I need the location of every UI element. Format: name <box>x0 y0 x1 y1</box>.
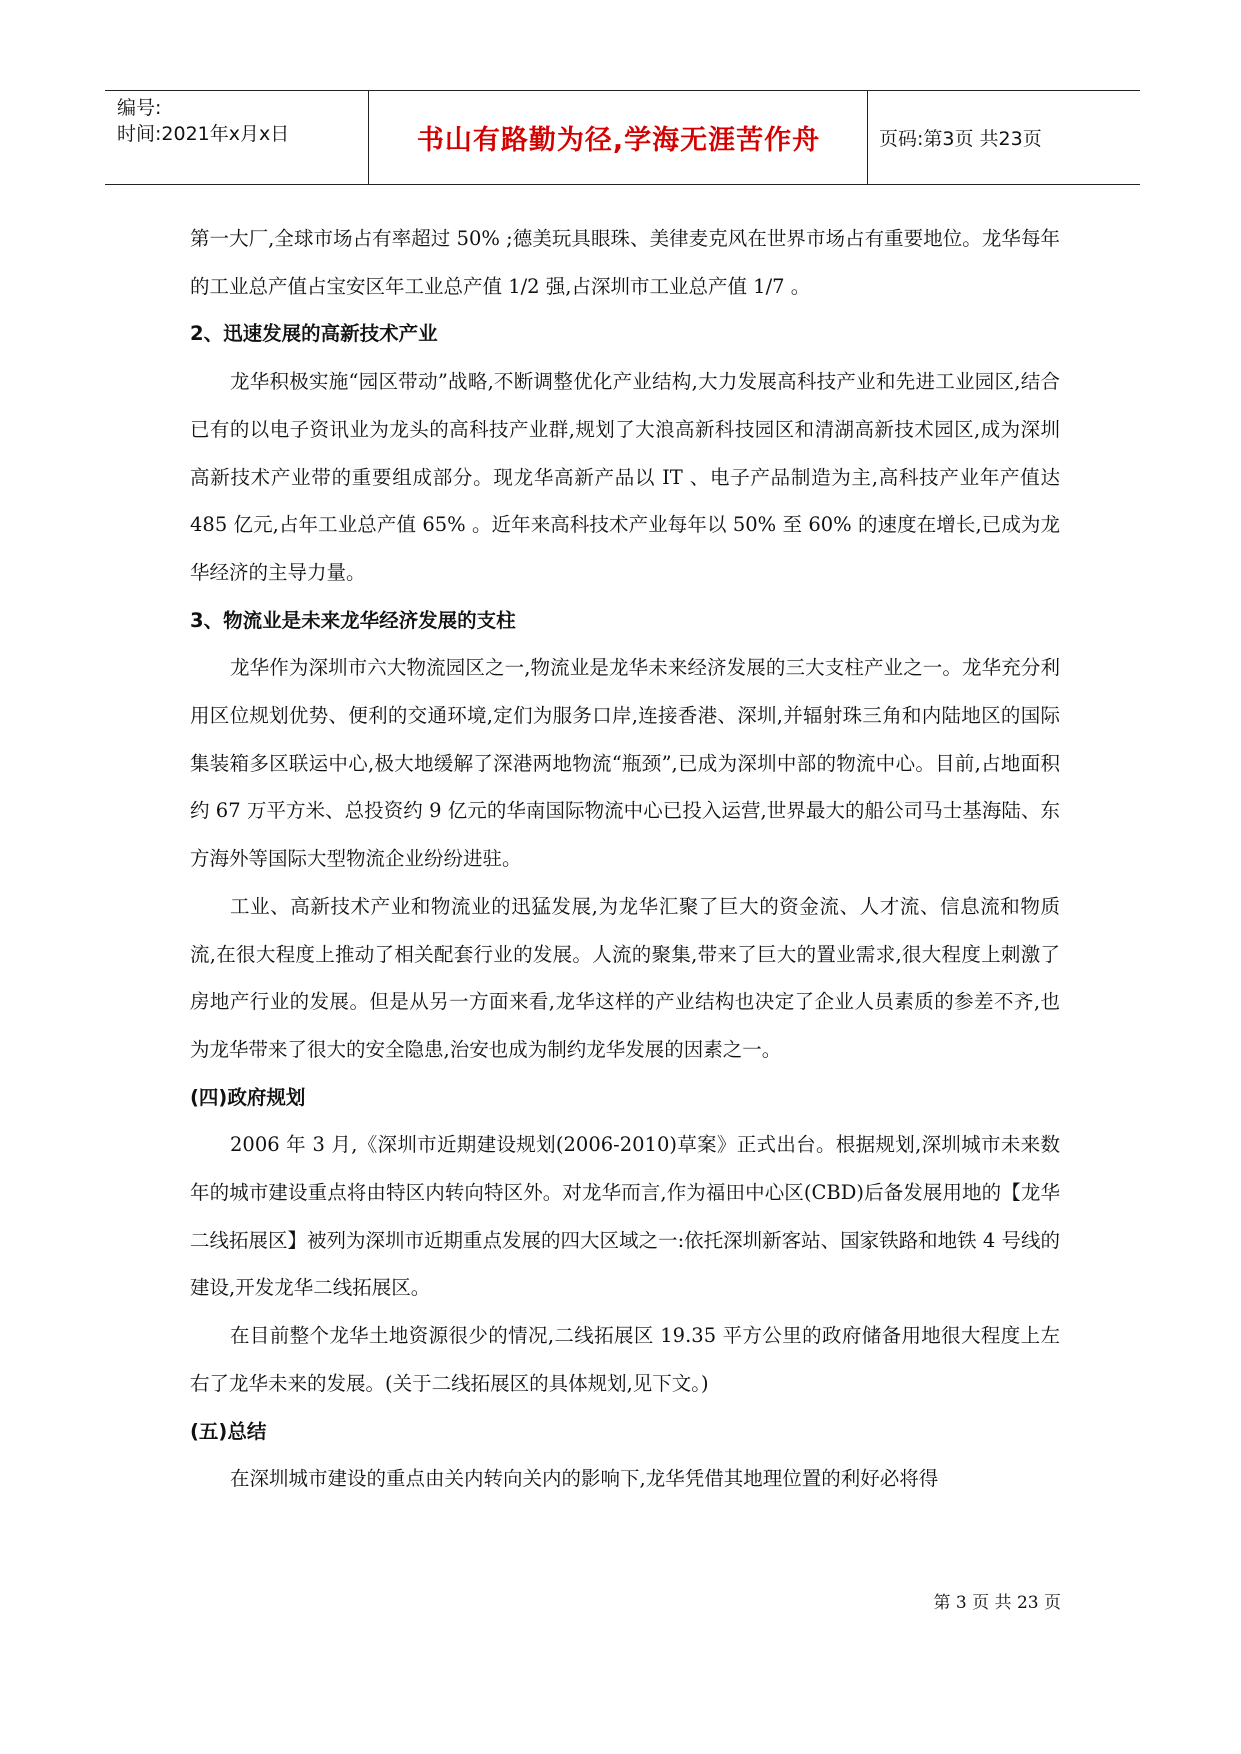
body-paragraph: 第一大厂,全球市场占有率超过 50% ;德美玩具眼珠、美律麦克风在世界市场占有重要地位。龙华每年的工业总产值占宝安区年工业总产值 1/2 强,占深圳市工业总产值 1/7 。 <box>190 227 1060 298</box>
body-paragraph: 龙华积极实施“园区带动”战略,不断调整优化产业结构,大力发展高科技产业和先进工业园区,结合已有的以电子资讯业为龙头的高科技产业群,规划了大浪高新科技园区和清湖高新技术园区,成为深圳高新技术产业带的重要组成部分。现龙华高新产品以 IT 、电子产品制造为主,高科技产业年产值达 485 亿元,占年工业总产值 65% 。近年来高科技术产业每年以 50% 至 60% 的速度在增长,已成为龙华经济的主导力量。 <box>190 370 1060 584</box>
section-heading: 3、物流业是未来龙华经济发展的支柱 <box>190 608 516 632</box>
page-footer: 第 3 页 共 23 页 <box>933 1593 1061 1613</box>
body-paragraph: 工业、高新技术产业和物流业的迅猛发展,为龙华汇聚了巨大的资金流、人才流、信息流和物质流,在很大程度上推动了相关配套行业的发展。人流的聚集,带来了巨大的置业需求,很大程度上刺激了房地产行业的发展。但是从另一方面来看,龙华这样的产业结构也决定了企业人员素质的参差不齐,也为龙华带来了很大的安全隐患,治安也成为制约龙华发展的因素之一。 <box>190 894 1060 1061</box>
document-body <box>190 215 1060 1503</box>
header-motto-cell <box>370 91 868 184</box>
document-time-label: 时间:2021年x月x日 <box>117 123 290 145</box>
header-left-cell <box>105 91 369 184</box>
header-page-info: 页码:第3页 共23页 <box>879 128 1042 150</box>
body-paragraph: 2006 年 3 月,《深圳市近期建设规划(2006-2010)草案》正式出台。根据规划,深圳城市未来数年的城市建设重点将由特区内转向特区外。对龙华而言,作为福田中心区(CBD)后备发展用地的【龙华二线拓展区】被列为深圳市近期重点发展的四大区域之一:依托深圳新客站、国家铁路和地铁 4 号线的建设,开发龙华二线拓展区。 <box>190 1133 1060 1300</box>
header-page-cell <box>869 91 1149 184</box>
body-paragraph: 龙华作为深圳市六大物流园区之一,物流业是龙华未来经济发展的三大支柱产业之一。龙华充分利用区位规划优势、便利的交通环境,定们为服务口岸,连接香港、深圳,并辐射珠三角和内陆地区的国际集装箱多区联运中心,极大地缓解了深港两地物流“瓶颈”,已成为深圳中部的物流中心。目前,占地面积约 67 万平方米、总投资约 9 亿元的华南国际物流中心已投入运营,世界最大的船公司马士基海陆、东方海外等国际大型物流企业纷纷进驻。 <box>190 656 1060 871</box>
body-paragraph: 在目前整个龙华土地资源很少的情况,二线拓展区 19.35 平方公里的政府储备用地很大程度上左右了龙华未来的发展。(关于二线拓展区的具体规划,见下文。) <box>190 1324 1060 1395</box>
section-heading: 2、迅速发展的高新技术产业 <box>190 322 438 346</box>
header-motto: 书山有路勤为径,学海无涯苦作舟 <box>416 125 821 156</box>
page-header <box>105 90 1140 185</box>
body-paragraph: 在深圳城市建设的重点由关内转向关内的影响下,龙华凭借其地理位置的利好必将得 <box>230 1467 939 1491</box>
section-heading: (四)政府规划 <box>190 1085 306 1109</box>
document-number-label: 编号: <box>117 97 162 119</box>
section-heading: (五)总结 <box>190 1419 267 1443</box>
